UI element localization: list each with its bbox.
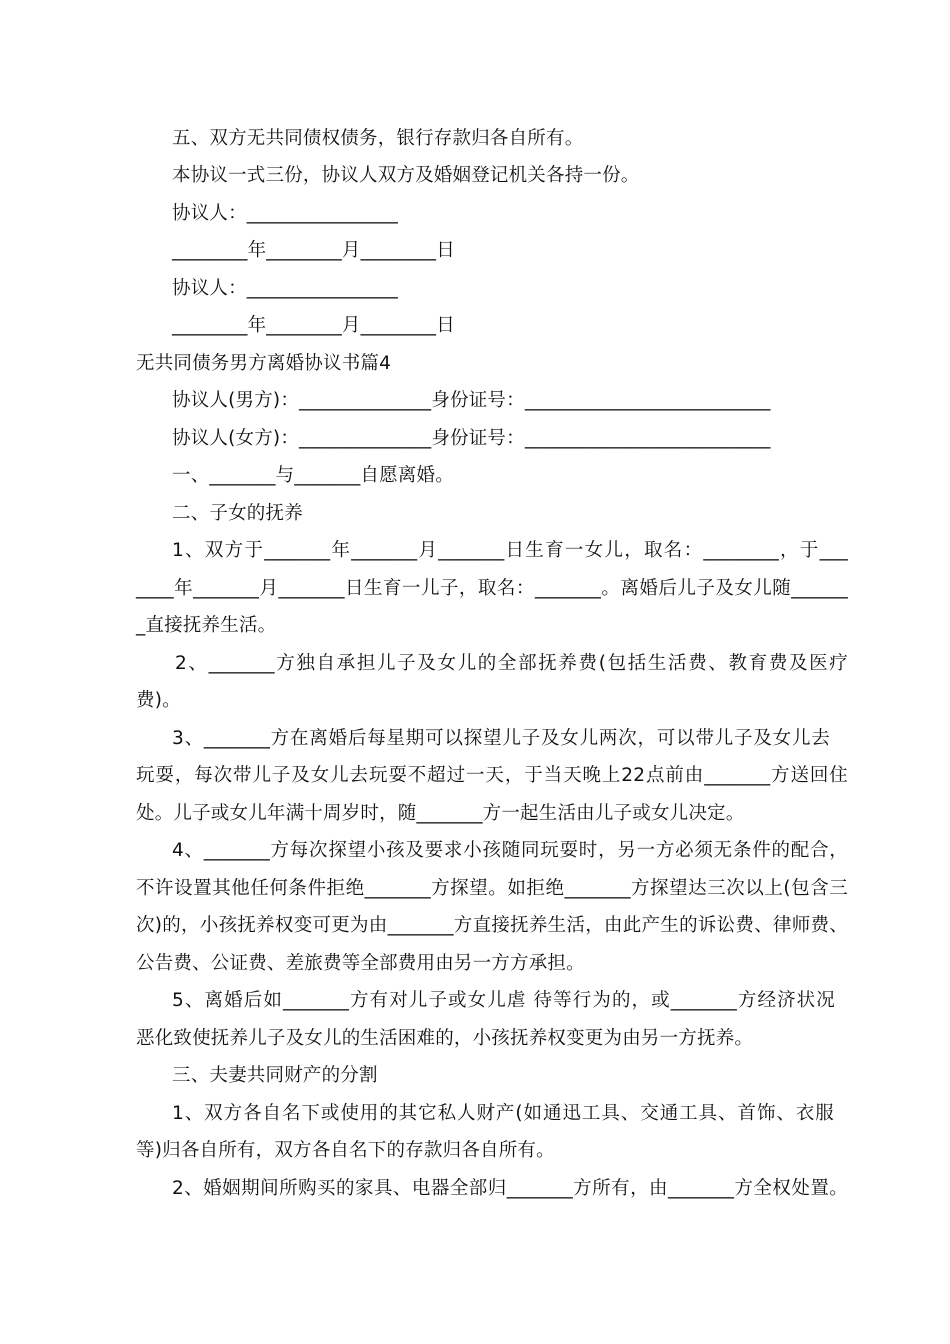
clause-2-3-line-2: 玩耍，每次带儿子及女儿去玩耍不超过一天，于当天晚上22点前由_______方送回住 xyxy=(136,765,848,786)
copies-statement: 本协议一式三份，协议人双方及婚姻登记机关各持一份。 xyxy=(172,165,640,186)
party-female-line: 协议人(女方)：______________身份证号：__________________________ xyxy=(172,428,771,449)
clause-3-1-line-2: 等)归各自所有，双方各自名下的存款归各自所有。 xyxy=(136,1140,555,1161)
clause-2-3-line-3: 处。儿子或女儿年满十周岁时，随_______方一起生活由儿子或女儿决定。 xyxy=(136,803,745,824)
clause-2-1-line-2: ____年_______月_______日生育一儿子，取名：_______。离婚后儿子及女儿随______ xyxy=(136,578,848,599)
clause-2-5-line-2: 恶化致使抚养儿子及女儿的生活困难的，小孩抚养权变更为由另一方抚养。 xyxy=(136,1028,754,1049)
clause-5-no-debts: 五、双方无共同债权债务，银行存款归各自所有。 xyxy=(172,128,584,149)
clause-2-4-line-2: 不许设置其他任何条件拒绝_______方探望。如拒绝_______方探望达三次以上(包含三 xyxy=(136,878,848,899)
clause-2-heading: 二、子女的抚养 xyxy=(172,503,303,524)
signatory-2-line: 协议人：________________ xyxy=(172,278,399,299)
clause-3-1-line-1: 1、双方各自名下或使用的其它私人财产(如通迅工具、交通工具、首饰、衣服 xyxy=(172,1103,834,1124)
signatory-1-line: 协议人：________________ xyxy=(172,203,399,224)
clause-2-3-line-1: 3、_______方在离婚后每星期可以探望儿子及女儿两次，可以带儿子及女儿去 xyxy=(172,728,830,749)
clause-3-2-line-1: 2、婚姻期间所购买的家具、电器全部归_______方所有，由_______方全权处置。 xyxy=(172,1178,848,1199)
clause-2-4-line-4: 公告费、公证费、差旅费等全部费用由另一方方承担。 xyxy=(136,953,585,974)
clause-2-1-line-1: 1、双方于_______年_______月_______日生育一女儿，取名：________，于___ xyxy=(172,540,848,561)
clause-1-voluntary-divorce: 一、_______与_______自愿离婚。 xyxy=(172,465,454,486)
clause-2-4-line-1: 4、_______方每次探望小孩及要求小孩随同玩耍时，另一方必须无条件的配合， xyxy=(172,840,848,861)
clause-3-heading: 三、夫妻共同财产的分割 xyxy=(172,1065,378,1086)
date-line-1: ________年________月________日 xyxy=(172,240,455,261)
clause-2-4-line-3: 次)的，小孩抚养权变可更为由_______方直接抚养生活，由此产生的诉讼费、律师费、 xyxy=(136,915,848,936)
party-male-line: 协议人(男方)：______________身份证号：__________________________ xyxy=(172,390,771,411)
clause-2-2-line-1: 2、_______方独自承担儿子及女儿的全部抚养费(包括生活费、教育费及医疗 xyxy=(175,653,848,674)
clause-2-1-line-3: _直接抚养生活。 xyxy=(136,615,277,636)
section-heading: 无共同债务男方离婚协议书篇4 xyxy=(136,353,392,374)
clause-2-2-line-2: 费)。 xyxy=(136,690,181,711)
clause-2-5-line-1: 5、离婚后如_______方有对儿子或女儿虐 待等行为的，或_______方经济状况 xyxy=(172,990,835,1011)
date-line-2: ________年________月________日 xyxy=(172,315,455,336)
